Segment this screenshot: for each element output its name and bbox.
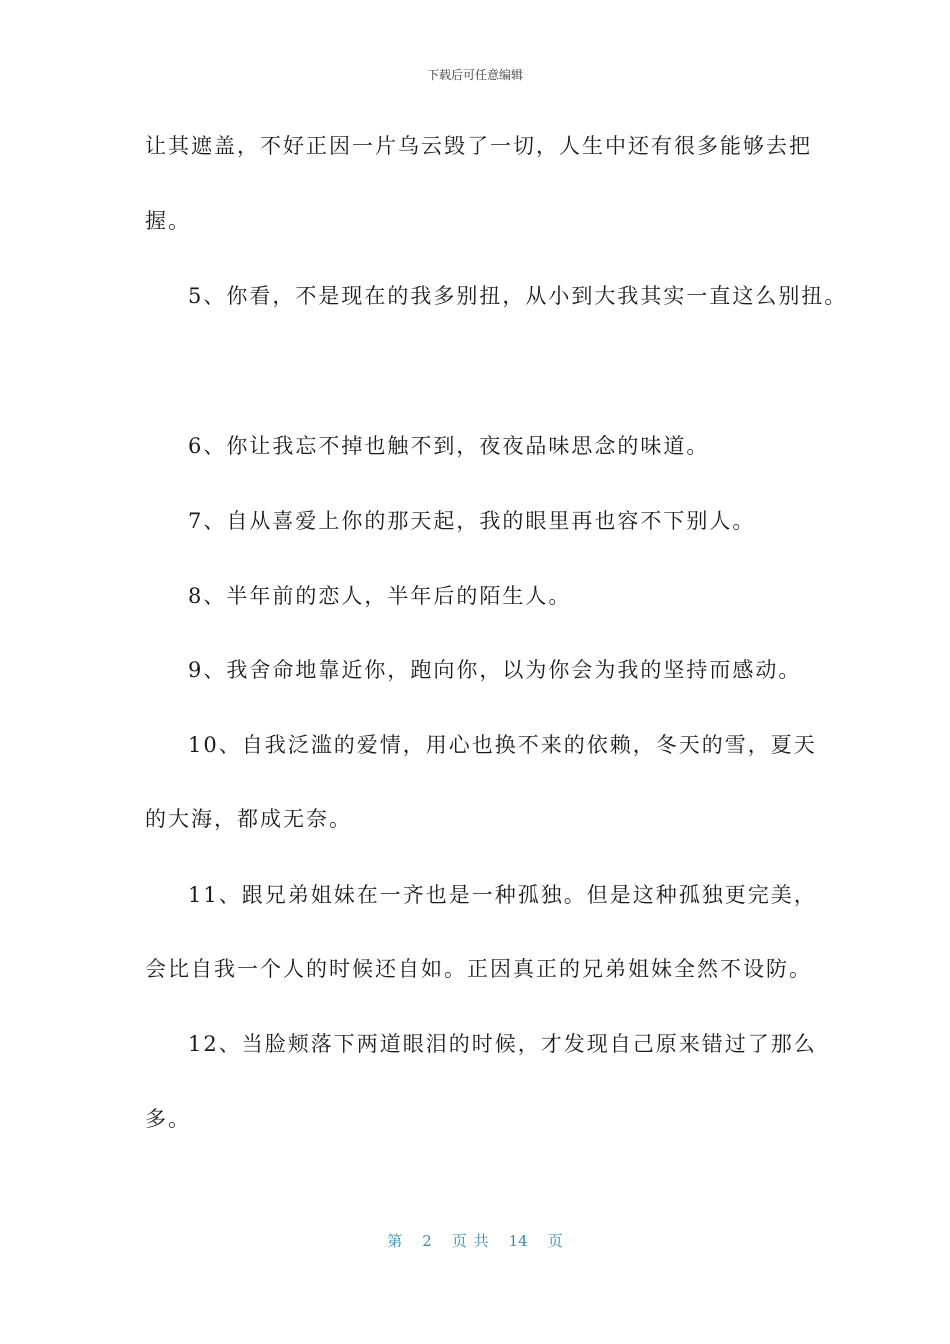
- paragraph-line: 9、我舍命地靠近你，跑向你，以为你会为我的坚持而感动。: [188, 658, 802, 682]
- paragraph-line: 让其遮盖，不好正因一片乌云毁了一切，人生中还有很多能够去把: [145, 134, 812, 158]
- paragraph-line: 握。: [145, 209, 191, 233]
- paragraph-line: 5、你看，不是现在的我多别扭，从小到大我其实一直这么别扭。: [188, 284, 848, 308]
- footer-page-number: 2: [422, 1232, 432, 1250]
- page-header: 下载后可任意编辑: [426, 68, 523, 82]
- paragraph-line: 7、自从喜爱上你的那天起，我的眼里再也容不下别人。: [188, 509, 756, 533]
- paragraph-line: 8、半年前的恋人，半年后的陌生人。: [188, 584, 572, 608]
- paragraph-line: 会比自我一个人的时候还自如。正因真正的兄弟姐妹全然不设防。: [145, 957, 812, 981]
- page-footer: [0, 1230, 950, 1251]
- footer-label-of: 页 共: [451, 1232, 489, 1250]
- paragraph-line: 10、自我泛滥的爱情，用心也换不来的依赖，冬天的雪，夏天: [188, 733, 817, 757]
- paragraph-line: 12、当脸颊落下两道眼泪的时候，才发现自己原来错过了那么: [188, 1032, 817, 1056]
- footer-label-page: 第: [387, 1232, 403, 1250]
- paragraph-line: 的大海，都成无奈。: [145, 807, 352, 831]
- footer-label-end: 页: [547, 1232, 563, 1250]
- footer-total-pages: 14: [508, 1232, 528, 1250]
- paragraph-line: 6、你让我忘不掉也触不到，夜夜品味思念的味道。: [188, 434, 710, 458]
- paragraph-line: 11、跟兄弟姐妹在一齐也是一种孤独。但是这种孤独更完美，: [188, 883, 817, 907]
- paragraph-line: 多。: [145, 1107, 191, 1131]
